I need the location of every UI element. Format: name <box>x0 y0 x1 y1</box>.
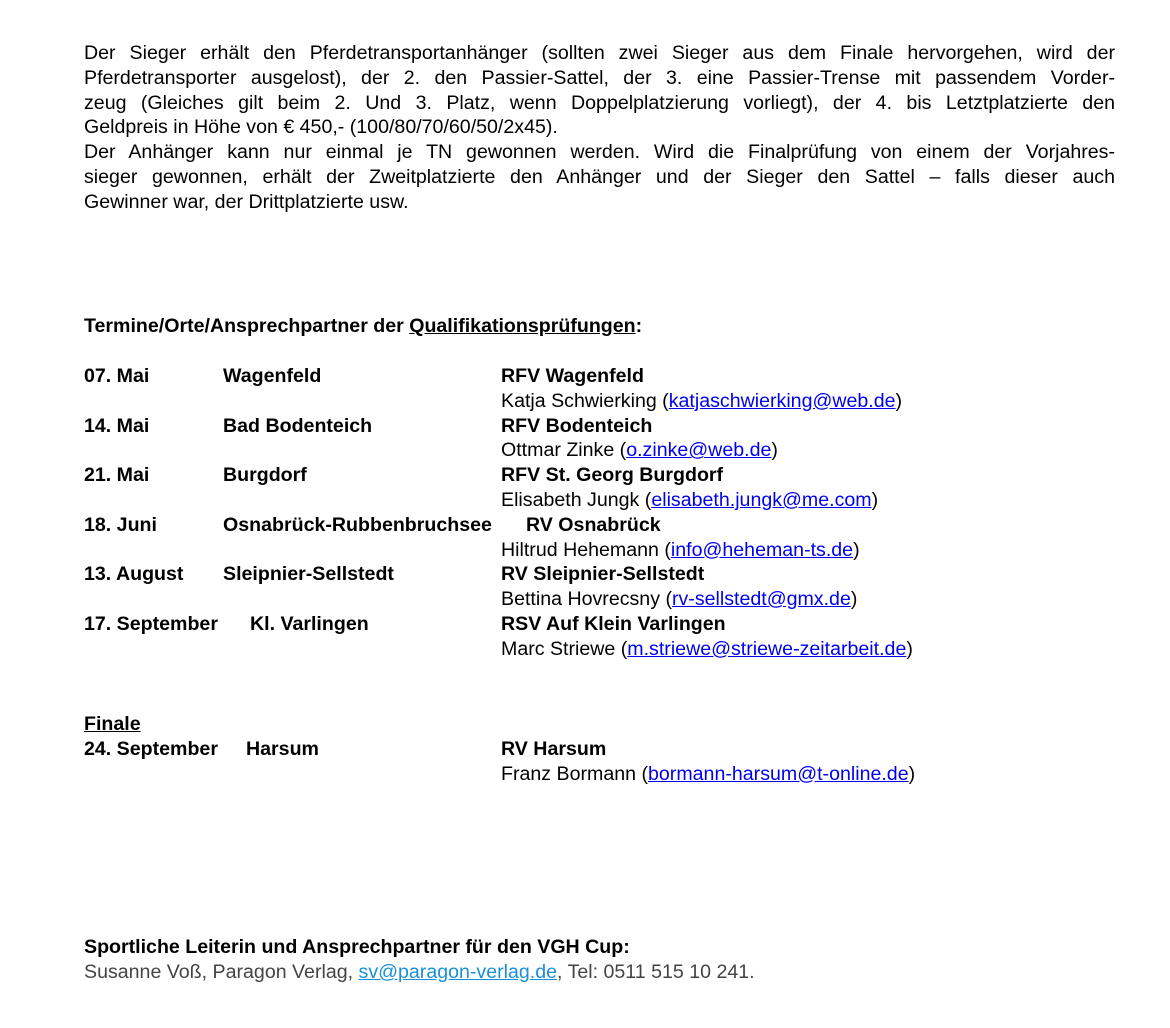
finale-club: RV Harsum <box>501 737 607 760</box>
prize-paragraph <box>84 41 1115 140</box>
contact-email-link[interactable]: elisabeth.jungk@me.com <box>651 488 872 511</box>
finale-place: Harsum <box>246 737 319 760</box>
event-place: Bad Bodenteich <box>223 414 373 437</box>
event-contact <box>501 587 857 612</box>
finale-title: Finale <box>84 713 141 735</box>
contact-end: ) <box>853 538 860 561</box>
trailer-rule-paragraph <box>84 140 1115 214</box>
event-club: RV Sleipnier-Sellstedt <box>501 563 705 586</box>
event-date: 21. Mai <box>84 464 150 487</box>
heading-underlined: Qualifikationsprüfungen <box>409 315 636 337</box>
heading-suffix: : <box>635 315 643 337</box>
event-contact <box>501 488 878 513</box>
prize-line: zeug (Gleiches gilt beim 2. Und 3. Platz, wenn Doppelplatzierung vorliegt), der 4. bis Letztplatzierte den <box>84 91 1115 114</box>
contact-email-link[interactable]: bormann-harsum@t-online.de <box>648 762 909 785</box>
event-contact <box>501 637 913 662</box>
event-contact <box>501 438 778 463</box>
contact-name: Marc Striewe ( <box>501 637 628 660</box>
prize-line: Pferdetransporter ausgelost), der 2. den Passier-Sattel, der 3. eine Passier-Trense mit passendem Vorder- <box>84 66 1115 89</box>
event-date: 14. Mai <box>84 414 150 437</box>
rule-line: Der Anhänger kann nur einmal je TN gewonnen werden. Wird die Finalprüfung von einem der Vorjahres- <box>84 141 1115 163</box>
contact-end: ) <box>895 389 903 412</box>
contact-end: ) <box>908 762 916 785</box>
event-club: RFV Bodenteich <box>501 414 653 437</box>
rule-line: Gewinner war, der Drittplatzierte usw. <box>84 190 409 213</box>
footer-contact-prefix: Susanne Voß, Paragon Verlag, <box>84 961 359 983</box>
event-date: 18. Juni <box>84 513 157 536</box>
event-place: Wagenfeld <box>223 365 322 387</box>
event-row <box>84 463 1115 513</box>
event-date: 17. September <box>84 613 218 635</box>
contact-email-link[interactable]: rv-sellstedt@gmx.de <box>671 588 851 611</box>
event-club: RFV Wagenfeld <box>501 365 644 387</box>
event-row <box>84 414 1115 464</box>
contact-name: Franz Bormann ( <box>501 762 649 785</box>
event-date: 13. August <box>84 563 184 586</box>
event-date: 07. Mai <box>84 365 150 387</box>
contact-end: ) <box>871 488 879 511</box>
event-place: Burgdorf <box>223 464 307 487</box>
event-contact <box>501 538 860 563</box>
event-place: Sleipnier-Sellstedt <box>223 563 394 586</box>
event-row <box>84 513 1115 563</box>
contact-name: Hiltrud Hehemann ( <box>501 538 671 561</box>
footer-email-link[interactable]: sv@paragon-verlag.de <box>358 961 558 983</box>
finale-date: 24. September <box>84 737 218 760</box>
rule-line: sieger gewonnen, erhält der Zweitplatzierte den Anhänger und der Sieger den Sattel – falls dieser auch <box>84 165 1115 188</box>
contact-end: ) <box>771 439 778 462</box>
prize-line: Geldpreis in Höhe von € 450,- (100/80/70/60/50/2x45). <box>84 116 558 139</box>
finale-row <box>84 737 1115 787</box>
event-place: Kl. Varlingen <box>250 613 369 635</box>
event-club: RSV Auf Klein Varlingen <box>501 613 726 635</box>
contact-name: Bettina Hovrecsny ( <box>501 588 672 611</box>
footer-title: Sportliche Leiterin und Ansprechpartner für den VGH Cup: <box>84 936 630 958</box>
finale-contact <box>501 762 915 787</box>
footer-contact-suffix: , Tel: 0511 515 10 241. <box>557 961 755 983</box>
event-contact <box>501 389 902 414</box>
event-row <box>84 364 1115 414</box>
event-place: Osnabrück-Rubbenbruchsee <box>223 513 492 536</box>
event-club: RFV St. Georg Burgdorf <box>501 464 724 487</box>
contact-name: Elisabeth Jungk ( <box>501 488 652 511</box>
prize-line: Der Sieger erhält den Pferdetransportanhänger (sollten zwei Sieger aus dem Finale hervorgehen, wird der <box>84 42 1115 64</box>
contact-email-link[interactable]: info@heheman-ts.de <box>670 538 854 561</box>
contact-end: ) <box>906 637 913 660</box>
contact-email-link[interactable]: o.zinke@web.de <box>626 439 772 462</box>
event-row <box>84 562 1115 612</box>
event-club: RV Osnabrück <box>526 513 661 536</box>
contact-name: Katja Schwierking ( <box>501 389 669 412</box>
contact-email-link[interactable]: m.striewe@striewe-zeitarbeit.de <box>627 637 907 660</box>
footer-contact <box>84 960 755 985</box>
heading-prefix: Termine/Orte/Ansprechpartner der <box>84 315 410 337</box>
contact-end: ) <box>850 588 858 611</box>
contact-email-link[interactable]: katjaschwierking@web.de <box>668 389 896 412</box>
qualifications-heading <box>84 314 642 339</box>
event-row <box>84 612 1115 662</box>
contact-name: Ottmar Zinke ( <box>501 439 627 462</box>
